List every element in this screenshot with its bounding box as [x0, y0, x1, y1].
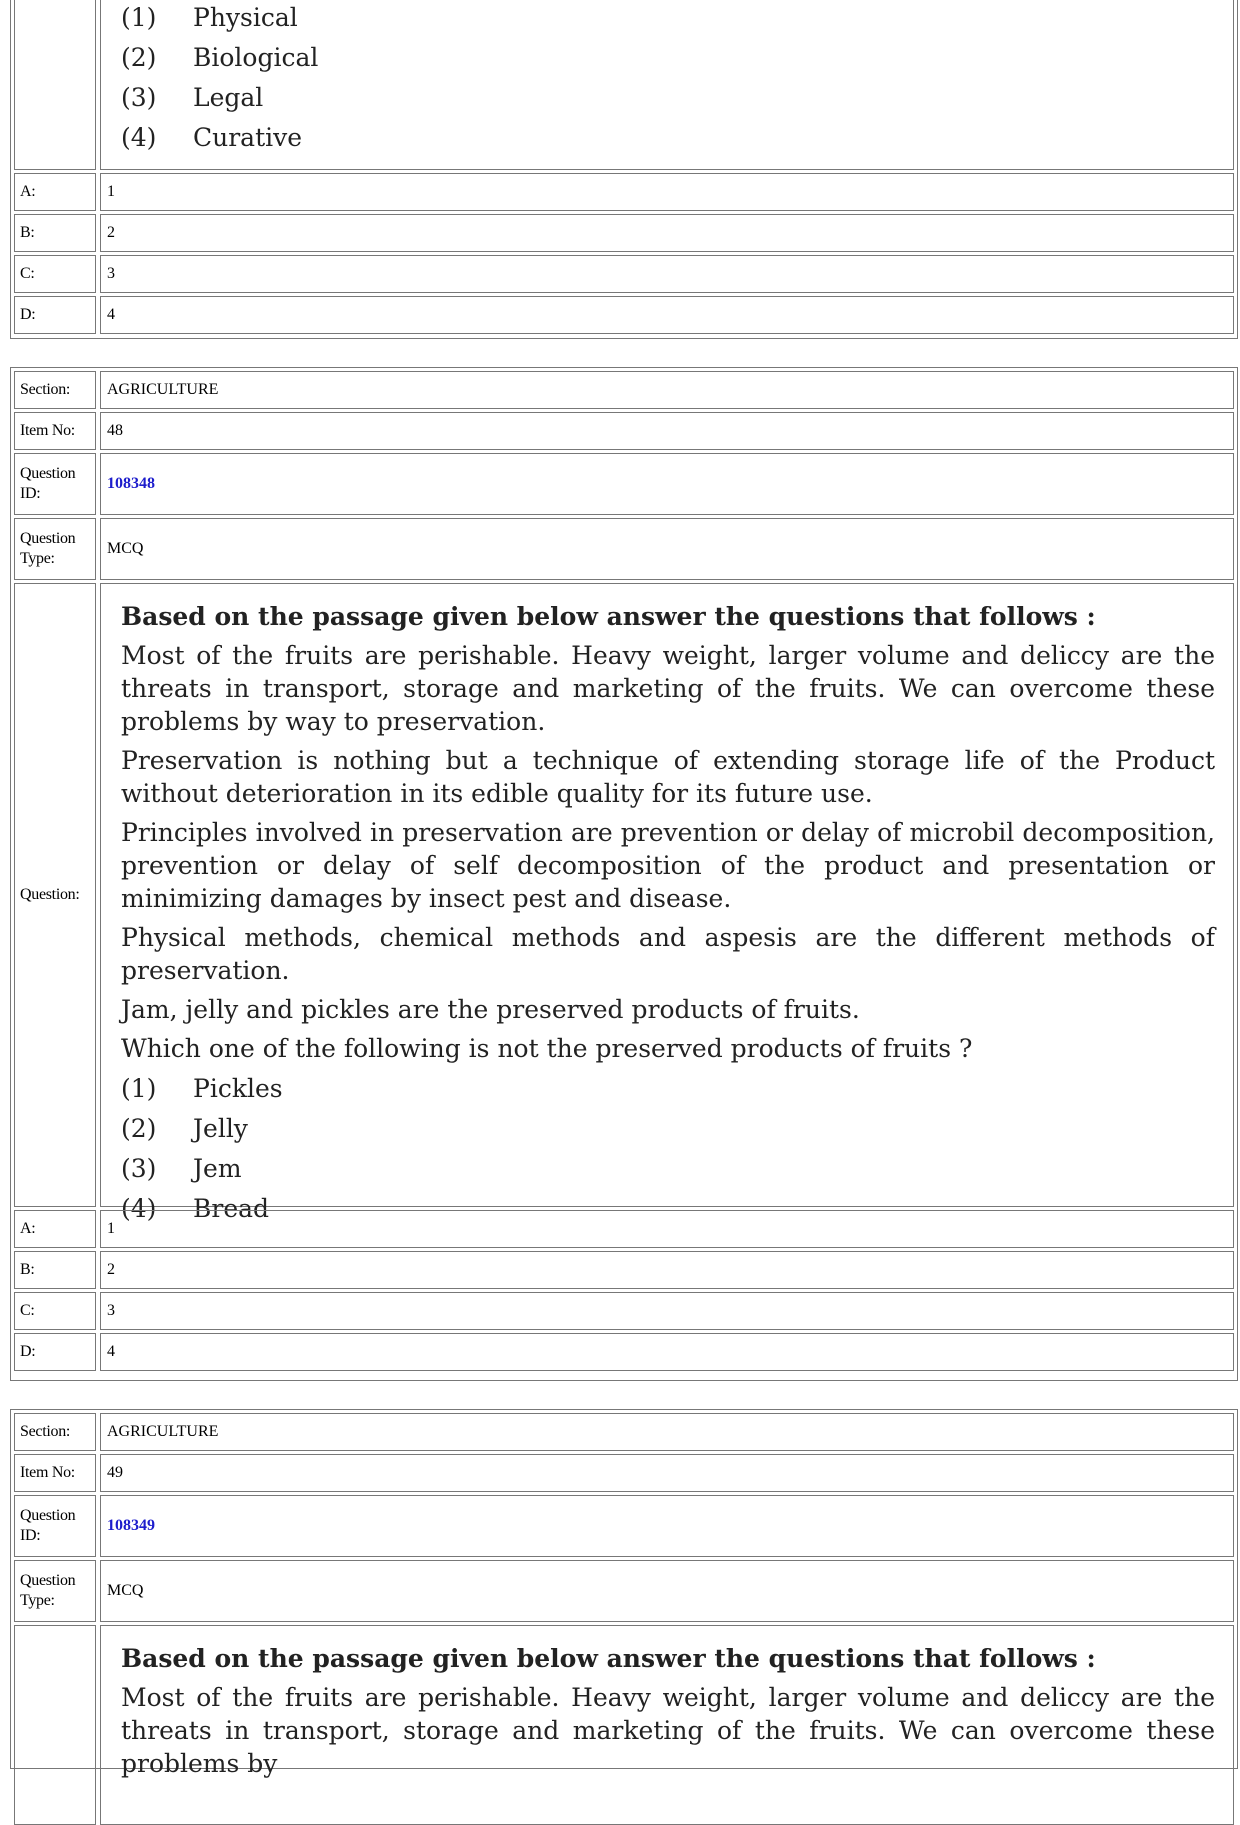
- question-id-label: Question ID:: [14, 453, 96, 515]
- answer-a-value: 1: [100, 1210, 1234, 1248]
- section-value: AGRICULTURE: [100, 371, 1234, 409]
- answer-d-value: 4: [100, 296, 1234, 334]
- question-stem: Which one of the following is not the preserved products of fruits ?: [121, 1034, 973, 1063]
- option-2: (2) Jelly: [121, 1114, 248, 1143]
- option-4: (4) Bread: [121, 1194, 270, 1223]
- answer-c-label: C:: [14, 1292, 96, 1330]
- option-1: (1) Pickles: [121, 1074, 283, 1103]
- passage-heading: Based on the passage given below answer the questions that follows :: [121, 1644, 1096, 1673]
- passage-heading: Based on the passage given below answer the questions that follows :: [121, 602, 1096, 631]
- section-value: AGRICULTURE: [100, 1413, 1234, 1451]
- answer-d-label: D:: [14, 296, 96, 334]
- question-type-label: Question Type:: [14, 1560, 96, 1622]
- item-no-label: Item No:: [14, 1454, 96, 1492]
- question-id-label: Question ID:: [14, 1495, 96, 1557]
- answer-a-label: A:: [14, 173, 96, 211]
- question-content-cell: [100, 1625, 1234, 1825]
- question-label-cell: [14, 0, 96, 170]
- question-type-value: MCQ: [100, 518, 1234, 580]
- question-type-value: MCQ: [100, 1560, 1234, 1622]
- passage-paragraph-1: Most of the fruits are perishable. Heavy weight, larger volume and deliccy are the threats in transport, storage and marketing of the fruits. We can overcome these problems by way to preservation.: [121, 641, 1215, 736]
- question-id-value[interactable]: 108348: [100, 453, 1234, 515]
- section-label: Section:: [14, 371, 96, 409]
- question-content-cell: [100, 583, 1234, 1223]
- question-type-label: Question Type:: [14, 518, 96, 580]
- answer-b-value: 2: [100, 1251, 1234, 1289]
- option-4: (4) Curative: [121, 123, 303, 152]
- passage-paragraph-2: Preservation is nothing but a technique of extending storage life of the Product without deterioration in its edible quality for its future use.: [121, 746, 1215, 808]
- option-2: (2) Biological: [121, 43, 319, 72]
- answer-b-value: 2: [100, 214, 1234, 252]
- section-label: Section:: [14, 1413, 96, 1451]
- question-id-value[interactable]: 108349: [100, 1495, 1234, 1557]
- question-block-49: [10, 1409, 1238, 1778]
- answer-c-value: 3: [100, 255, 1234, 293]
- answer-d-label: D:: [14, 1333, 96, 1371]
- item-no-value: 48: [100, 412, 1234, 450]
- passage-paragraph-1: Most of the fruits are perishable. Heavy weight, larger volume and deliccy are the threats in transport, storage and marketing of the fruits. We can overcome these problems by: [121, 1683, 1215, 1778]
- option-3: (3) Legal: [121, 83, 264, 112]
- question-block-48: [10, 367, 1238, 1381]
- answer-a-label: A:: [14, 1210, 96, 1248]
- passage-paragraph-5: Jam, jelly and pickles are the preserved products of fruits.: [121, 995, 860, 1024]
- answer-d-value: 4: [100, 1333, 1234, 1371]
- item-no-value: 49: [100, 1454, 1234, 1492]
- passage-paragraph-4: Physical methods, chemical methods and aspesis are the different methods of preservation.: [121, 923, 1215, 985]
- answer-b-label: B:: [14, 214, 96, 252]
- answer-a-value: 1: [100, 173, 1234, 211]
- option-3: (3) Jem: [121, 1154, 242, 1183]
- question-content-cell: [100, 0, 1234, 170]
- answer-c-value: 3: [100, 1292, 1234, 1330]
- answer-b-label: B:: [14, 1251, 96, 1289]
- option-1: (1) Physical: [121, 3, 298, 32]
- item-no-label: Item No:: [14, 412, 96, 450]
- passage-paragraph-3: Principles involved in preservation are prevention or delay of microbil decomposition, prevention or delay of self decomposition of the product and presentation or minimizing damages by insect pest and disease.: [121, 818, 1215, 913]
- question-block-47: [10, 0, 1238, 339]
- question-label: Question:: [14, 583, 96, 1207]
- question-label-cell: [14, 1625, 96, 1825]
- answer-c-label: C:: [14, 255, 96, 293]
